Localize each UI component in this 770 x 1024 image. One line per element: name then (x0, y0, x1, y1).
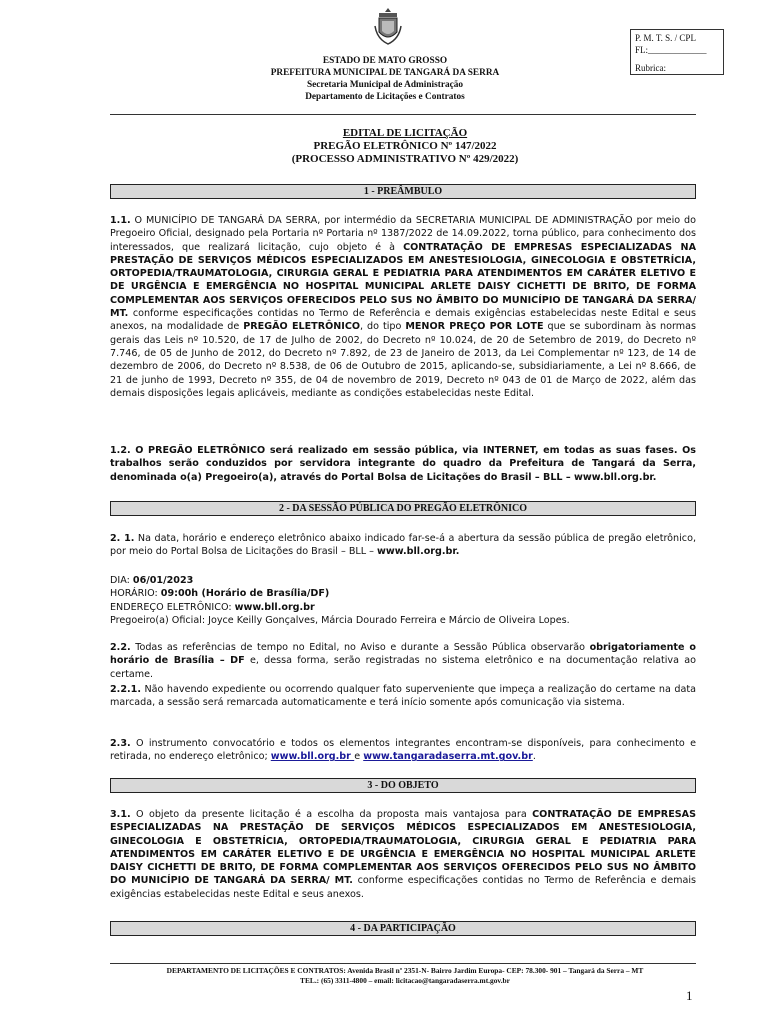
footer-address: DEPARTAMENTO DE LICITAÇÕES E CONTRATOS: Avenida Brasil nº 2351-N- Bairro Jardim Europa- CEP: 78.300- 901 – Tangará da Serra – MT (166, 966, 644, 975)
title-processo: (PROCESSO ADMINISTRATIVO Nº 429/2022) (291, 153, 519, 165)
document-title (180, 127, 630, 166)
page-number: 1 (686, 988, 693, 1003)
endereco-value: www.bll.org.br (234, 601, 315, 613)
section-header-sessao-publica: 2 - DA SESSÃO PÚBLICA DO PREGÃO ELETRÔNICO (110, 501, 696, 516)
header-department: Departamento de Licitações e Contratos (305, 92, 465, 102)
paragraph-text: , do tipo (360, 321, 406, 333)
paragraph-bold: www.bll.org.br. (377, 546, 460, 558)
paragraph-bold: CONTRATAÇÃO DE EMPRESAS ESPECIALIZADAS NA PRESTAÇÃO DE SERVIÇOS MÉDICOS ESPECIALIZADOS EM ANESTESIOLOGIA, GINECOLOGIA E OBSTETRÍCIA, ORTOPEDIA/TRAUMATOLOGIA, CIRURGIA GERAL E PEDIATRIA PARA ATENDIMENTOS EM CARÁTER ELETIVO E DE URGÊNCIA E EMERGÊNCIA NO HOSPITAL MUNICIPAL ARLETE DAISY CICHETTI DE BRITO, DE FORMA COMPLEMENTAR AOS SERVIÇOS OFERECIDOS PELO SUS NO ÂMBITO DO MUNICÍPIO DE TANGARÁ DA SERRA/ MT. (110, 809, 696, 887)
section-header-objeto: 3 - DO OBJETO (110, 778, 696, 793)
tangara-link[interactable]: www.tangaradaserra.mt.gov.br (363, 751, 533, 763)
stamp-line-2: FL:_____________ (635, 45, 707, 55)
paragraph-text: Todas as referências de tempo no Edital, no Aviso e durante a Sessão Pública observarão (130, 642, 590, 653)
dia-value: 06/01/2023 (132, 575, 194, 586)
paragraph-number: 1.1. (110, 215, 131, 226)
paragraph-text: conforme especificações contidas no Termo de Referência e demais exigências estabelecidas neste Edital e seus anexos. (110, 875, 696, 900)
stamp-line-1: P. M. T. S. / CPL (635, 33, 696, 43)
paragraph-text: O instrumento convocatório e todos os elementos integrantes encontram-se disponíveis, para conhecimento e retirada, no endereço eletrônico; (110, 738, 696, 763)
paragraph-text: Na data, horário e endereço eletrônico abaixo indicado far-se-á a abertura da sessão pública de pregão eletrônico, por meio do Portal Bolsa de Licitações do Brasil – BLL – (110, 533, 696, 558)
paragraph-number: 2. 1. (110, 533, 135, 544)
header-prefecture: PREFEITURA MUNICIPAL DE TANGARÁ DA SERRA (270, 68, 500, 78)
footer-divider (110, 963, 696, 964)
stamp-line-3: Rubrica: (635, 63, 666, 73)
paragraph-number: 2.2. (110, 642, 131, 653)
paragraph-bold: MENOR PREÇO POR LOTE (405, 321, 544, 333)
endereco-label: ENDEREÇO ELETRÔNICO: (110, 601, 235, 613)
institution-header (230, 55, 540, 103)
paragraph-text: . (532, 751, 536, 763)
protocol-stamp (630, 29, 724, 75)
paragraph-text: e (354, 751, 364, 763)
paragraph-3-1 (110, 808, 696, 901)
horario-label: HORÁRIO: (110, 588, 161, 600)
pregoeiro-line: Pregoeiro(a) Oficial: Joyce Keilly Gonçalves, Márcia Dourado Ferreira e Márcio de Oliveira Lopes. (110, 614, 570, 626)
session-info (110, 574, 696, 627)
header-state: ESTADO DE MATO GROSSO (322, 56, 448, 66)
paragraph-text: O MUNICÍPIO DE TANGARÁ DA SERRA, por intermédio da SECRETARIA MUNICIPAL DE ADMINISTRAÇÃO por meio do Pregoeiro Oficial, designado pela Portaria nº Portaria nº 1387/2022 de 14.09.2022, torna público, para conhecimento dos interessados, que realizará licitação, cujo objeto é à (110, 215, 696, 253)
title-pregao: PREGÃO ELETRÔNICO Nº 147/2022 (313, 140, 497, 152)
municipal-crest-icon (373, 6, 403, 46)
paragraph-text: e, dessa forma, serão registradas no sistema eletrônico e na documentação relativa ao certame. (110, 655, 696, 680)
page-footer (100, 966, 710, 986)
paragraph-bold: PREGÃO ELETRÔNICO (243, 321, 361, 333)
paragraph-2-2 (110, 641, 696, 681)
paragraph-2-3 (110, 737, 696, 764)
paragraph-bold: 1.2. O PREGÃO ELETRÔNICO será realizado em sessão pública, via INTERNET, em todas as suas fases. Os trabalhos serão conduzidos por servidora integrante do quadro da Prefeitura de Tangará da Serra, denominada o(a) Pregoeiro(a), através do Portal Bolsa de Licitações do Brasil – BLL – www.bll.org.br. (110, 445, 696, 483)
paragraph-text: que se subordinam às normas gerais das Leis nº 10.520, de 17 de Julho de 2002, do Decreto nº 10.024, de 20 de Setembro de 2019, do Decreto nº 7.746, de 05 de Junho de 2012, do Decreto nº 7.892, de 23 de Janeiro de 2013, da Lei Complementar nº 123, de 14 de dezembro de 2006, do Decreto nº 8.538, de 06 de Outubro de 2015, aplicando-se, subsidiariamente, a Lei nº 8.666, de 21 de junho de 1993, Decreto nº 355, de 04 de novembro de 2019, Decreto nº 043 de 01 de Março de 2022, além das demais disposições legais aplicáveis, mediante as condições estabelecidas neste Edital. (110, 321, 697, 399)
section-header-preambulo: 1 - PREÂMBULO (110, 184, 696, 199)
paragraph-number: 3.1. (110, 809, 131, 820)
dia-label: DIA: (110, 575, 133, 586)
paragraph-number: 2.2.1. (110, 684, 141, 695)
paragraph-text: O objeto da presente licitação é a escolha da proposta mais vantajosa para (130, 809, 533, 820)
paragraph-2-2-1 (110, 683, 696, 710)
footer-contact: TEL.: (65) 3311-4800 – email: licitacao@tangaradaserra.mt.gov.br (300, 976, 510, 985)
paragraph-text: Não havendo expediente ou ocorrendo qualquer fato superveniente que impeça a realização do certame na data marcada, a sessão será remarcada automaticamente e terá início somente após comunicação via sistema. (110, 684, 696, 709)
paragraph-1-2 (110, 444, 696, 484)
paragraph-number: 2.3. (110, 738, 131, 749)
section-header-participacao: 4 - DA PARTICIPAÇÃO (110, 921, 696, 936)
paragraph-text: conforme especificações contidas no Termo de Referência e demais exigências estabelecidas neste Edital e seus anexos, na modalidade de (110, 308, 696, 333)
paragraph-1-1 (110, 214, 696, 400)
paragraph-bold: obrigatoriamente o horário de Brasília – DF (110, 642, 696, 667)
paragraph-bold: CONTRATAÇÃO DE EMPRESAS ESPECIALIZADAS NA PRESTAÇÃO DE SERVIÇOS MÉDICOS ESPECIALIZADOS EM ANESTESIOLOGIA, GINECOLOGIA E OBSTETRÍCIA, ORTOPEDIA/TRAUMATOLOGIA, CIRURGIA GERAL E PEDIATRIA PARA ATENDIMENTOS EM CARÁTER ELETIVO E DE URGÊNCIA E EMERGÊNCIA NO HOSPITAL MUNICIPAL ARLETE DAISY CICHETTI DE BRITO, DE FORMA COMPLEMENTAR AOS SERVIÇOS OFERECIDOS PELO SUS NO ÂMBITO DO MUNICÍPIO DE TANGARÁ DA SERRA/ MT. (110, 241, 696, 320)
header-secretariat: Secretaria Municipal de Administração (306, 80, 464, 90)
bll-link[interactable]: www.bll.org.br (270, 751, 355, 763)
header-divider (110, 114, 696, 115)
title-edital: EDITAL DE LICITAÇÃO (342, 127, 468, 139)
paragraph-2-1 (110, 532, 696, 559)
horario-value: 09:00h (Horário de Brasília/DF) (160, 588, 330, 600)
